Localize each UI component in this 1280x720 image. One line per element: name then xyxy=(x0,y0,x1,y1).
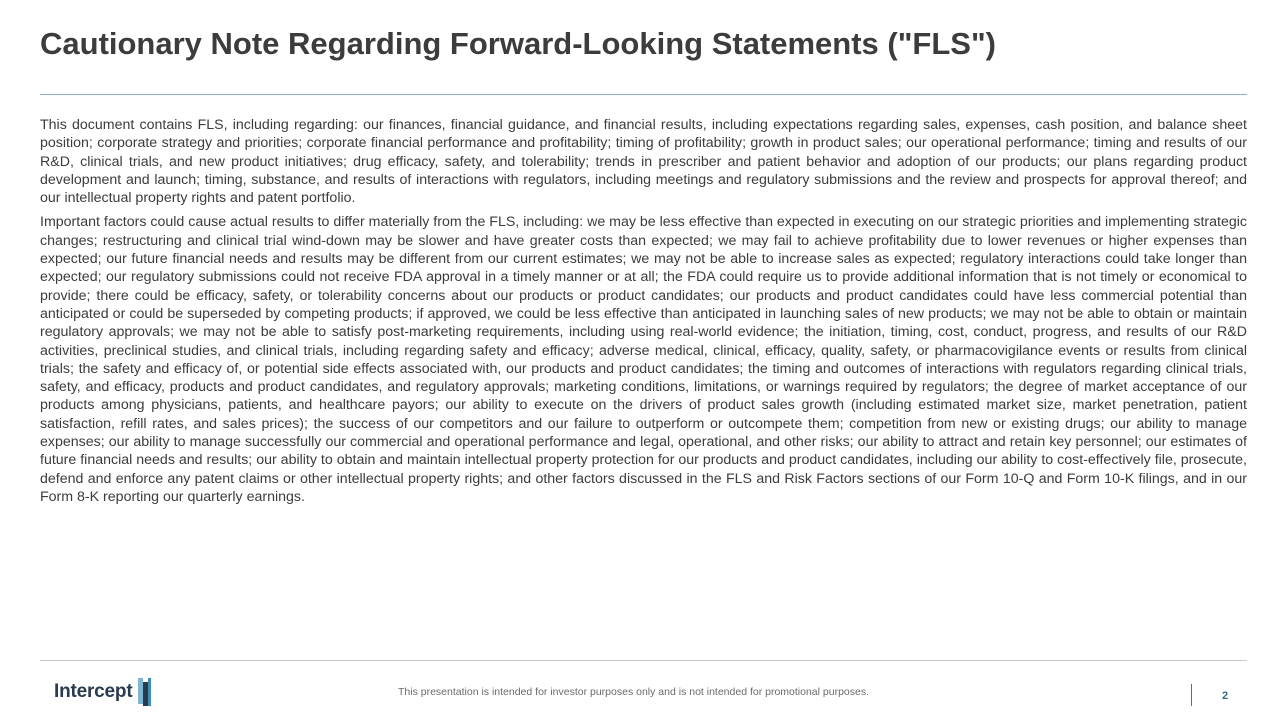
paragraph-fls-scope: This document contains FLS, including regarding: our finances, financial guidance, and financial results, including expectations regarding sales, expenses, cash position, and balance sheet position; corporate strategy and priorities; corporate financial performance and profitability; timing of profitability; growth in product sales; our operational performance; timing and results of our R&D, clinical trials, and new product initiatives; drug efficacy, safety, and tolerability; trends in prescriber and patient behavior and adoption of our products; our plans regarding product development and launch; timing, substance, and results of interactions with regulators, including meetings and regulatory submissions and the review and prospects for approval thereof; and our intellectual property rights and patent portfolio. xyxy=(40,117,1247,207)
footer-divider xyxy=(40,660,1247,661)
title-divider xyxy=(40,94,1247,95)
body-text xyxy=(40,116,1247,512)
paragraph-risk-factors: Important factors could cause actual results to differ materially from the FLS, including: we may be less effective than expected in executing on our strategic priorities and implementing strategic changes; restructuring and clinical trial wind-down may be slower and have greater costs than expected; we may fail to achieve profitability due to lower revenues or higher expenses than expected; our future financial needs and results may be different from our current estimates; we may not be able to increase sales as expected; regulatory interactions could take longer than expected; our regulatory submissions could not receive FDA approval in a timely manner or at all; the FDA could require us to provide additional information that is not timely or economical to provide; there could be efficacy, safety, or tolerability concerns about our products or product candidates; our products and product candidates could have less commercial potential than anticipated or could be superseded by competing products; if approved, we could be less effective than anticipated in launching sales of new products; we may not be able to obtain or maintain regulatory approvals; we may not be able to satisfy post-marketing requirements, including using real-world evidence; the initiation, timing, cost, conduct, progress, and results of our R&D activities, preclinical studies, and clinical trials, including regarding safety and efficacy; adverse medical, clinical, efficacy, quality, safety, or pharmacovigilance events or results from clinical trials; the safety and efficacy of, or potential side effects associated with, our products and product candidates; the timing and outcomes of interactions with regulators regarding clinical trials, safety, and efficacy, products and product candidates, and regulatory approvals; marketing conditions, limitations, or warnings required by regulators; the degree of market acceptance of our products among physicians, patients, and healthcare payors; our ability to execute on the drivers of product sales growth (including estimated market size, market penetration, patient satisfaction, refill rates, and sales prices); the success of our competitors and our failure to outperform or outcompete them; competition from new or existing drugs; our ability to manage expenses; our ability to manage successfully our commercial and operational performance and legal, operational, and other risks; our ability to attract and retain key personnel; our estimates of future financial needs and results; our ability to obtain and maintain intellectual property protection for our products and product candidates, including our ability to cost-effectively file, prosecute, defend and enforce any patent claims or other intellectual property rights; and other factors discussed in the FLS and Risk Factors sections of our Form 10-Q and Form 10-K filings, and in our Form 8-K reporting our quarterly earnings. xyxy=(40,214,1247,505)
logo-wordmark: Intercept xyxy=(54,681,133,702)
page-number: 2 xyxy=(1222,690,1229,702)
footer-disclaimer: This presentation is intended for investor purposes only and is not intended for promotional purposes. xyxy=(397,686,870,698)
page-number-separator xyxy=(1191,684,1192,706)
page-title: Cautionary Note Regarding Forward-Looking Statements ("FLS") xyxy=(40,26,997,61)
